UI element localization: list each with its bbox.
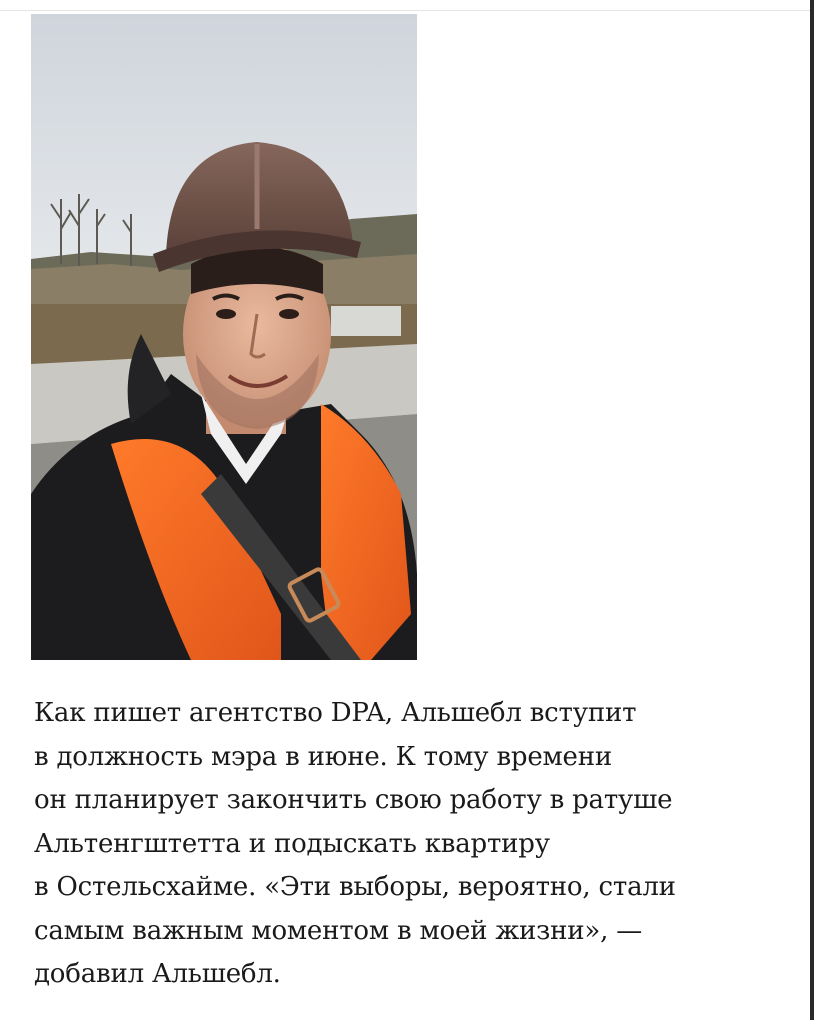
article-line: в Остельсхайме. «Эти выборы, вероятно, стали (34, 872, 676, 902)
scrollbar-edge[interactable] (810, 0, 814, 1020)
top-divider (0, 0, 814, 11)
article-line: добавил Альшебл. (34, 959, 281, 989)
article-photo (31, 14, 417, 660)
article-line: Альтенгштетта и подыскать квартиру (34, 828, 550, 859)
article-line: в должность мэра в июне. К тому времени (34, 741, 612, 772)
article-line: Как пишет агентство DPA, Альшебл вступит (34, 698, 637, 728)
article-paragraph (34, 692, 754, 997)
article-line: он планирует закончить свою работу в ратуше (34, 785, 673, 815)
article-line: самым важным моментом в моей жизни», — (34, 915, 643, 946)
